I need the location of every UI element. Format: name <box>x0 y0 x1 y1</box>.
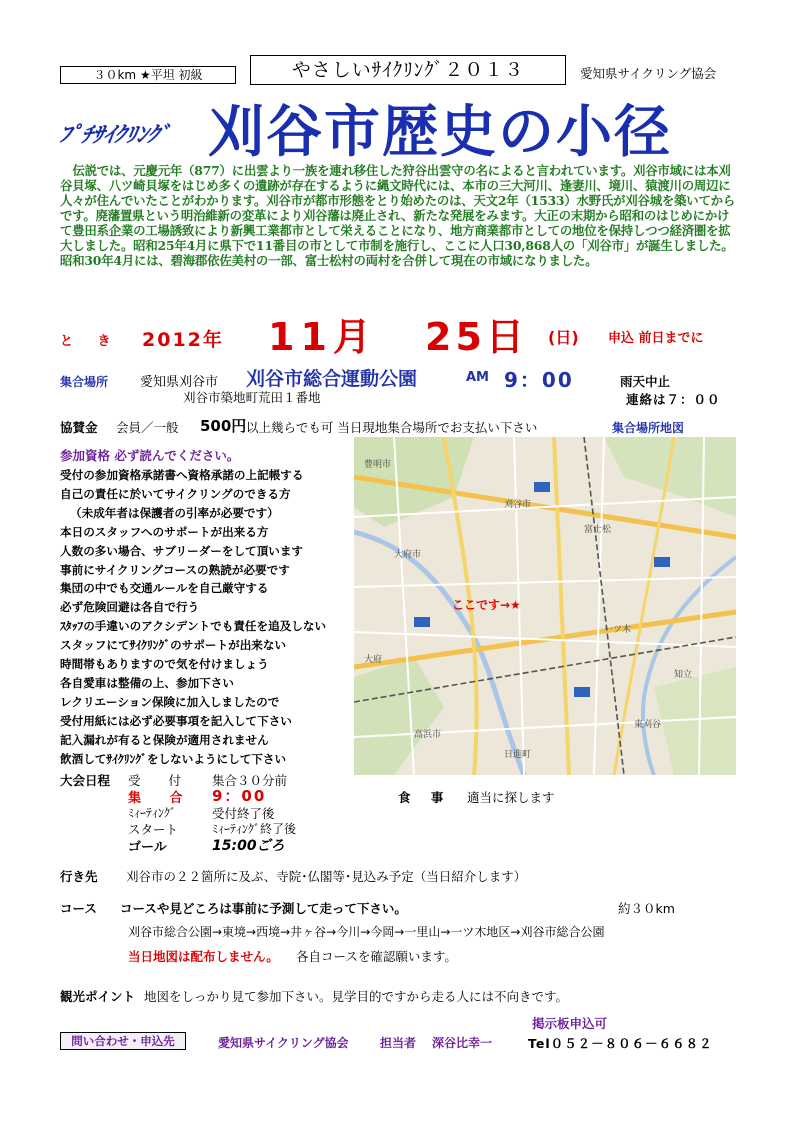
schedule-val-goal: 15:00ごろ <box>212 838 285 854</box>
rule-item: 事前にサイクリングコースの熟読が必要です <box>60 562 290 577</box>
map-label: 集合場所地図 <box>612 421 685 435</box>
map-place-label: 東刈谷 <box>634 720 662 730</box>
footer-person-label: 担当者 <box>380 1036 417 1050</box>
course-distance: 約３０km <box>618 901 675 916</box>
schedule-key-start: スタート <box>128 822 179 837</box>
page-title: 刈谷市歴史の小径 <box>208 100 672 165</box>
course-note: 各自コースを確認願います。 <box>296 949 457 964</box>
sightseeing-text: 地図をしっかり見て参加下さい。見学目的ですから走る人には不向きです。 <box>144 989 569 1004</box>
fee-member: 会員／一般 <box>116 420 179 435</box>
map-place-label: 刈谷市 <box>504 500 532 510</box>
schedule-val-meeting: 受付終了後 <box>212 806 275 821</box>
course-route: 刈谷市総合公園→東境→西境→井ヶ谷→今川→今岡→一里山→一ツ木地区→刈谷市総合公園 <box>128 925 605 939</box>
meeting-address: 刈谷市築地町荒田１番地 <box>183 390 321 405</box>
meal-text: 適当に探します <box>467 790 555 805</box>
intro-text: 伝説では、元慶元年（877）に出雲より一族を連れ移住した狩谷出雲守の名によると言われています。刈谷市域には本刈谷貝塚、八ツ崎貝塚をはじめ多くの遺跡が存在するように縄文時代には、本市の三大河川、逢妻川、境川、猿渡川の周辺に人々が住んでいたことがわかります。刈谷市が都市形態をとり始めたのは、天文2年（1533）水野氏が刈谷城を築いてからです。廃藩置県という明治維新の変革により刈谷藩は廃止され、新たな発展をみます。大正の末期から昭和のはじめにかけて豊田系企業の工場誘致により新興工業都市として栄えることになり、地方商業都市としての地位を保持しつつ経済圏を拡大しました。昭和25年4月に県下で11番目の市として市制を施行し、ここに人口30,868人の「刈谷市」が誕生しました。昭和30年4月には、碧海郡依佐美村の一部、富士松村の両村を合併して現在の市域になりました。 <box>60 163 736 268</box>
map-place-label: 富士松 <box>584 525 612 535</box>
course-note-red: 当日地図は配布しません。 <box>128 949 279 964</box>
date-weekday: (日) <box>548 328 579 347</box>
map-place-label: 知立 <box>674 670 693 680</box>
rule-item: レクリエーション保険に加入しましたので <box>60 694 280 709</box>
rule-item: 受付用紙には必ず必要事項を記入して下さい <box>60 713 292 728</box>
date-year: 2012年 <box>142 329 224 351</box>
map-place-label: 大府 <box>364 655 383 665</box>
sightseeing-label: 観光ポイント <box>60 989 136 1004</box>
map-place-label: 高浜市 <box>414 730 442 740</box>
map-place-label: 大府市 <box>394 550 422 560</box>
rule-item: 集団の中でも交通ルールを自己厳守する <box>60 581 269 596</box>
dest-text: 刈谷市の２２箇所に及ぶ、寺院･仏閣等･見込み予定（当日紹介します） <box>126 869 527 884</box>
schedule-key-reception: 受 付 <box>128 773 193 788</box>
map-place-label: 日進町 <box>504 750 532 760</box>
schedule-key-assembly: 集 合 <box>128 791 195 806</box>
rule-item: 必ず危険回避は各自で行う <box>60 600 200 615</box>
meeting-map <box>354 437 736 775</box>
board-note: 掲示板申込可 <box>532 1016 608 1031</box>
rule-item: （未成年者は保護者の引率が必要です） <box>70 505 279 520</box>
meeting-label: 集合場所 <box>60 375 109 389</box>
contact-time: 連絡は７：００ <box>626 392 721 407</box>
rule-item: 各自愛車は整備の上、参加下さい <box>60 675 234 690</box>
meeting-city: 愛知県刈谷市 <box>140 375 219 390</box>
map-graphic <box>354 437 736 775</box>
rain-note: 雨天中止 <box>620 374 671 389</box>
fee-label: 協賛金 <box>60 420 98 435</box>
rule-item: 人数の多い場合、サブリーダーをして頂います <box>60 543 304 558</box>
schedule-val-reception: 集合３０分前 <box>212 773 288 788</box>
rule-item: 時間帯もありますので気を付けましょう <box>60 657 269 672</box>
meeting-place: 刈谷市総合運動公園 <box>246 368 418 390</box>
date-month: 11月 <box>268 315 377 359</box>
rule-item: ｽﾀｯﾌの手違いのアクシデントでも責任を追及しない <box>60 619 327 634</box>
date-day: 25日 <box>425 315 528 359</box>
footer-person: 深谷比幸一 <box>432 1036 493 1050</box>
schedule-label: 大会日程 <box>60 773 111 788</box>
footer-org: 愛知県サイクリング協会 <box>218 1036 349 1050</box>
level-badge: ３０km ★平坦 初級 <box>60 66 236 84</box>
inquiry-badge: 問い合わせ・申込先 <box>60 1032 186 1050</box>
schedule-val-assembly: 9：00 <box>212 787 267 805</box>
rule-item: 受付の参加資格承諾書へ資格承諾の上記帳する <box>60 468 304 482</box>
date-label: と き <box>60 334 121 349</box>
schedule-key-meeting: ﾐｨｰﾃｨﾝｸﾞ <box>128 806 177 820</box>
map-place-label: 豊明市 <box>364 460 392 470</box>
rule-item: スタッフにてｻｲｸﾘﾝｸﾞのサポートが出来ない <box>60 638 287 653</box>
meeting-time: 9：00 <box>504 368 574 392</box>
rule-item: 本日のスタッフへのサポートが出来る方 <box>60 524 269 539</box>
title-prefix: ﾌﾟﾁｻｲｸﾘﾝｸﾞ <box>57 123 172 148</box>
rule-item: 記入漏れが有ると保険が適用されません <box>60 732 269 747</box>
meeting-am: AM <box>466 370 489 385</box>
rules-title: 参加資格 必ず読んでください。 <box>60 448 240 463</box>
dest-label: 行き先 <box>60 869 98 884</box>
schedule-key-goal: ゴール <box>128 840 167 855</box>
fee-amount: 500円 <box>200 417 247 435</box>
header-org: 愛知県サイクリング協会 <box>580 66 717 81</box>
series-title: やさしいｻｲｸﾘﾝｸﾞ２０１３ <box>250 55 566 85</box>
rules-list <box>60 466 360 769</box>
footer-tel: Tel０５２－８０６－６６８２ <box>528 1036 713 1051</box>
meal-label: 食 事 <box>398 790 452 805</box>
map-marker-label: ここです→★ <box>452 598 521 612</box>
schedule-val-start: ﾐｨｰﾃｨﾝｸﾞ終了後 <box>212 822 297 836</box>
rule-item: 飲酒してｻｲｸﾘﾝｸﾞをしないようにして下さい <box>60 751 287 766</box>
fee-text: 以上幾らでも可 当日現地集合場所でお支払い下さい <box>246 420 538 435</box>
course-label: コース <box>60 901 97 916</box>
course-text: コースや見どころは事前に予測して走って下さい。 <box>120 901 407 916</box>
apply-deadline: 申込 前日までに <box>608 331 704 346</box>
map-place-label: 一ツ木 <box>604 625 632 635</box>
rule-item: 自己の責任に於いてサイクリングのできる方 <box>60 486 291 501</box>
